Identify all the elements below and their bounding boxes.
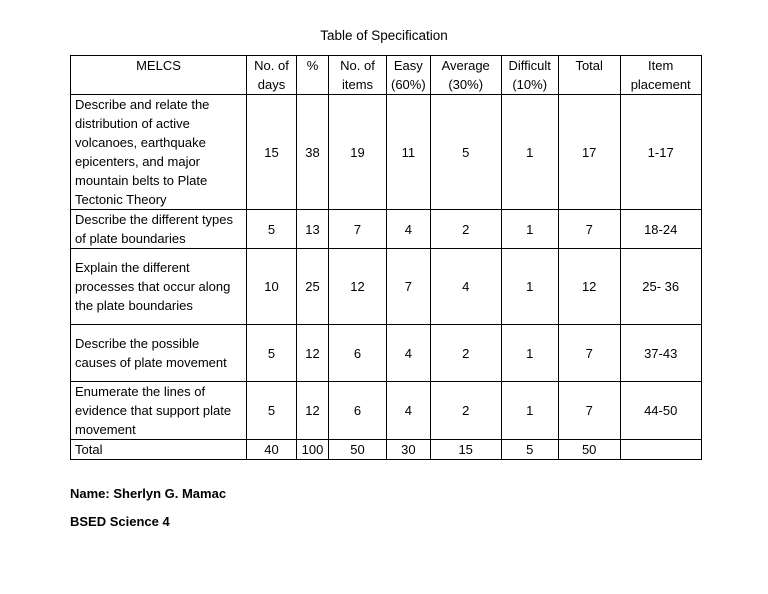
percent-total-cell: 100 [297,440,329,460]
melc-cell: Describe and relate the distribution of active volcanoes, earthquake epicenters, and major mountain belts to Plate Tectonic Theory [71,95,247,210]
placement-cell: 37-43 [620,325,701,382]
header-percent: % [297,56,329,95]
header-average: Average (30%) [430,56,501,95]
days-total-cell: 40 [247,440,297,460]
header-difficult: Difficult (10%) [501,56,558,95]
total-cell: 12 [558,249,620,325]
easy-cell: 4 [387,382,431,440]
percent-cell: 38 [297,95,329,210]
percent-cell: 13 [297,210,329,249]
days-cell: 5 [247,325,297,382]
table-row [71,95,702,210]
days-cell: 5 [247,210,297,249]
items-cell: 12 [329,249,387,325]
average-cell: 5 [430,95,501,210]
difficult-cell: 1 [501,249,558,325]
easy-cell: 4 [387,325,431,382]
average-total-cell: 15 [430,440,501,460]
total-cell: 17 [558,95,620,210]
percent-cell: 25 [297,249,329,325]
items-total-cell: 50 [329,440,387,460]
difficult-cell: 1 [501,325,558,382]
items-cell: 6 [329,382,387,440]
easy-cell: 11 [387,95,431,210]
table-total-row [71,440,702,460]
average-cell: 4 [430,249,501,325]
document-title: Table of Specification [320,28,448,43]
days-cell: 10 [247,249,297,325]
placement-cell: 44-50 [620,382,701,440]
percent-cell: 12 [297,382,329,440]
difficult-total-cell: 5 [501,440,558,460]
average-cell: 2 [430,382,501,440]
easy-cell: 7 [387,249,431,325]
table-row [71,325,702,382]
table-header-row [71,56,702,95]
header-total: Total [558,56,620,95]
days-cell: 5 [247,382,297,440]
difficult-cell: 1 [501,210,558,249]
placement-cell: 18-24 [620,210,701,249]
items-cell: 6 [329,325,387,382]
items-cell: 19 [329,95,387,210]
placement-cell: 25- 36 [620,249,701,325]
difficult-cell: 1 [501,95,558,210]
table-row [71,382,702,440]
easy-cell: 4 [387,210,431,249]
table-row [71,249,702,325]
header-easy: Easy (60%) [387,56,431,95]
percent-cell: 12 [297,325,329,382]
total-cell: 7 [558,325,620,382]
grand-total-cell: 50 [558,440,620,460]
melc-cell: Enumerate the lines of evidence that support plate movement [71,382,247,440]
total-cell: 7 [558,382,620,440]
placement-total-cell [620,440,701,460]
melc-cell: Explain the different processes that occur along the plate boundaries [71,249,247,325]
average-cell: 2 [430,210,501,249]
total-cell: 7 [558,210,620,249]
header-melcs: MELCS [71,56,247,95]
melc-cell: Describe the different types of plate boundaries [71,210,247,249]
header-item-placement: Item placement [620,56,701,95]
student-name: Name: Sherlyn G. Mamac [70,486,227,501]
header-no-of-items: No. of items [329,56,387,95]
days-cell: 15 [247,95,297,210]
placement-cell: 1-17 [620,95,701,210]
melc-cell: Describe the possible causes of plate movement [71,325,247,382]
specification-table [70,55,702,460]
easy-total-cell: 30 [387,440,431,460]
difficult-cell: 1 [501,382,558,440]
course-label: BSED Science 4 [70,514,170,529]
average-cell: 2 [430,325,501,382]
header-no-of-days: No. of days [247,56,297,95]
items-cell: 7 [329,210,387,249]
table-row [71,210,702,249]
total-label-cell: Total [71,440,247,460]
